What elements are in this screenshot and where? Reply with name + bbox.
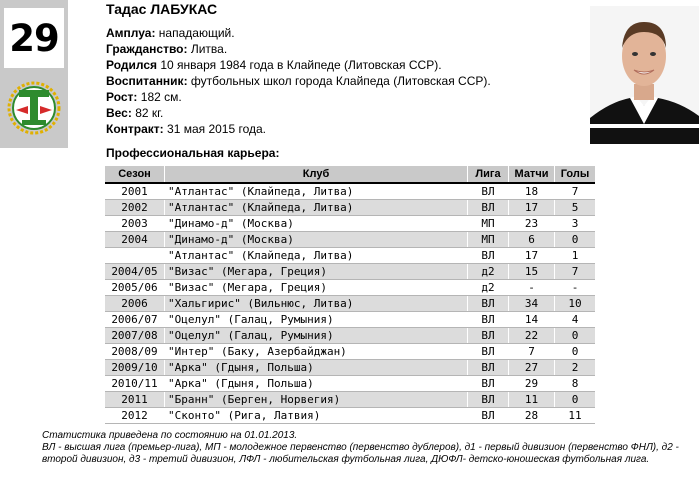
cell-league: ВЛ: [468, 360, 509, 376]
cell-club: "Атлантас" (Клайпеда, Литва): [165, 248, 468, 264]
info-height: Рост: 182 см.: [106, 90, 182, 104]
player-name: Тадас ЛАБУКАС: [106, 1, 218, 17]
cell-games: 17: [509, 200, 555, 216]
header-league: Лига: [468, 166, 509, 183]
cell-games: 29: [509, 376, 555, 392]
table-row: [105, 328, 595, 344]
cell-league: ВЛ: [468, 296, 509, 312]
table-row: [105, 200, 595, 216]
cell-club: "Арка" (Гдыня, Польша): [165, 360, 468, 376]
cell-club: "Атлантас" (Клайпеда, Литва): [165, 183, 468, 200]
cell-club: "Хальгирис" (Вильнюс, Литва): [165, 296, 468, 312]
cell-league: МП: [468, 216, 509, 232]
info-school: Воспитанник: футбольных школ города Клайпеда (Литовская ССР).: [106, 74, 491, 88]
cell-season: 2005/06: [105, 280, 165, 296]
sidebar: [0, 0, 68, 148]
stats-date-note: Статистика приведена по состоянию на 01.01.2013.: [42, 430, 298, 441]
club-logo-icon: [6, 80, 62, 136]
cell-goals: 5: [555, 200, 596, 216]
table-row: [105, 408, 595, 424]
cell-games: 14: [509, 312, 555, 328]
cell-games: 22: [509, 328, 555, 344]
cell-goals: 8: [555, 376, 596, 392]
cell-league: ВЛ: [468, 328, 509, 344]
cell-goals: 0: [555, 232, 596, 248]
cell-games: -: [509, 280, 555, 296]
cell-games: 27: [509, 360, 555, 376]
cell-games: 15: [509, 264, 555, 280]
cell-club: "Арка" (Гдыня, Польша): [165, 376, 468, 392]
cell-goals: 0: [555, 392, 596, 408]
table-row: [105, 232, 595, 248]
cell-league: ВЛ: [468, 408, 509, 424]
cell-club: "Сконто" (Рига, Латвия): [165, 408, 468, 424]
player-number: 29: [4, 8, 64, 68]
cell-season: 2002: [105, 200, 165, 216]
career-table: [105, 166, 595, 424]
cell-games: 28: [509, 408, 555, 424]
cell-club: "Динамо-д" (Москва): [165, 216, 468, 232]
cell-games: 6: [509, 232, 555, 248]
table-row: [105, 296, 595, 312]
info-born: Родился 10 января 1984 года в Клайпеде (Литовская ССР).: [106, 58, 442, 72]
info-weight: Вес: 82 кг.: [106, 106, 164, 120]
cell-league: ВЛ: [468, 392, 509, 408]
cell-games: 18: [509, 183, 555, 200]
career-title: Профессиональная карьера:: [106, 146, 280, 160]
cell-goals: 4: [555, 312, 596, 328]
cell-club: "Визас" (Мегара, Греция): [165, 264, 468, 280]
cell-season: 2009/10: [105, 360, 165, 376]
cell-league: ВЛ: [468, 376, 509, 392]
cell-league: ВЛ: [468, 312, 509, 328]
info-contract: Контракт: 31 мая 2015 года.: [106, 122, 267, 136]
cell-club: "Динамо-д" (Москва): [165, 232, 468, 248]
cell-games: 23: [509, 216, 555, 232]
cell-league: ВЛ: [468, 183, 509, 200]
table-row: [105, 392, 595, 408]
cell-club: "Оцелул" (Галац, Румыния): [165, 328, 468, 344]
table-row: [105, 183, 595, 200]
cell-games: 11: [509, 392, 555, 408]
player-info: [106, 25, 491, 137]
cell-games: 34: [509, 296, 555, 312]
header-season: Сезон: [105, 166, 165, 183]
cell-league: ВЛ: [468, 344, 509, 360]
cell-club: "Атлантас" (Клайпеда, Литва): [165, 200, 468, 216]
cell-season: 2006/07: [105, 312, 165, 328]
info-position: Амплуа: нападающий.: [106, 26, 235, 40]
cell-goals: 7: [555, 183, 596, 200]
cell-goals: 11: [555, 408, 596, 424]
cell-season: 2010/11: [105, 376, 165, 392]
cell-goals: 0: [555, 328, 596, 344]
cell-season: 2007/08: [105, 328, 165, 344]
cell-club: "Оцелул" (Галац, Румыния): [165, 312, 468, 328]
cell-goals: 7: [555, 264, 596, 280]
cell-goals: 0: [555, 344, 596, 360]
cell-club: "Визас" (Мегара, Греция): [165, 280, 468, 296]
table-row: [105, 264, 595, 280]
league-legend-note: ВЛ - высшая лига (премьер-лига), МП - молодежное первенство (первенство дублеров), д1 - первый дивизион (первенство ФНЛ), д2 - второй дивизион, д3 - третий дивизион, ЛФЛ - любительская футбольная лига, ДЮФЛ- детско-юношеская футбольная лига.: [42, 442, 679, 465]
cell-club: "Бранн" (Берген, Норвегия): [165, 392, 468, 408]
cell-league: д2: [468, 264, 509, 280]
cell-season: 2004/05: [105, 264, 165, 280]
header-club: Клуб: [165, 166, 468, 183]
cell-games: 7: [509, 344, 555, 360]
cell-season: [105, 248, 165, 264]
table-row: [105, 280, 595, 296]
cell-club: "Интер" (Баку, Азербайджан): [165, 344, 468, 360]
table-row: [105, 216, 595, 232]
table-header-row: [105, 166, 595, 183]
cell-league: ВЛ: [468, 200, 509, 216]
cell-season: 2004: [105, 232, 165, 248]
cell-league: МП: [468, 232, 509, 248]
cell-season: 2001: [105, 183, 165, 200]
table-row: [105, 360, 595, 376]
cell-goals: 3: [555, 216, 596, 232]
header-goals: Голы: [555, 166, 596, 183]
cell-season: 2008/09: [105, 344, 165, 360]
cell-season: 2003: [105, 216, 165, 232]
footnotes: [42, 430, 692, 466]
table-row: [105, 376, 595, 392]
cell-goals: 2: [555, 360, 596, 376]
player-photo: [590, 6, 699, 144]
cell-league: ВЛ: [468, 248, 509, 264]
cell-season: 2006: [105, 296, 165, 312]
cell-goals: 10: [555, 296, 596, 312]
cell-goals: -: [555, 280, 596, 296]
cell-season: 2011: [105, 392, 165, 408]
cell-goals: 1: [555, 248, 596, 264]
cell-league: д2: [468, 280, 509, 296]
table-row: [105, 312, 595, 328]
info-citizenship: Гражданство: Литва.: [106, 42, 228, 56]
header-games: Матчи: [509, 166, 555, 183]
table-row: [105, 344, 595, 360]
cell-games: 17: [509, 248, 555, 264]
table-row: [105, 248, 595, 264]
cell-season: 2012: [105, 408, 165, 424]
